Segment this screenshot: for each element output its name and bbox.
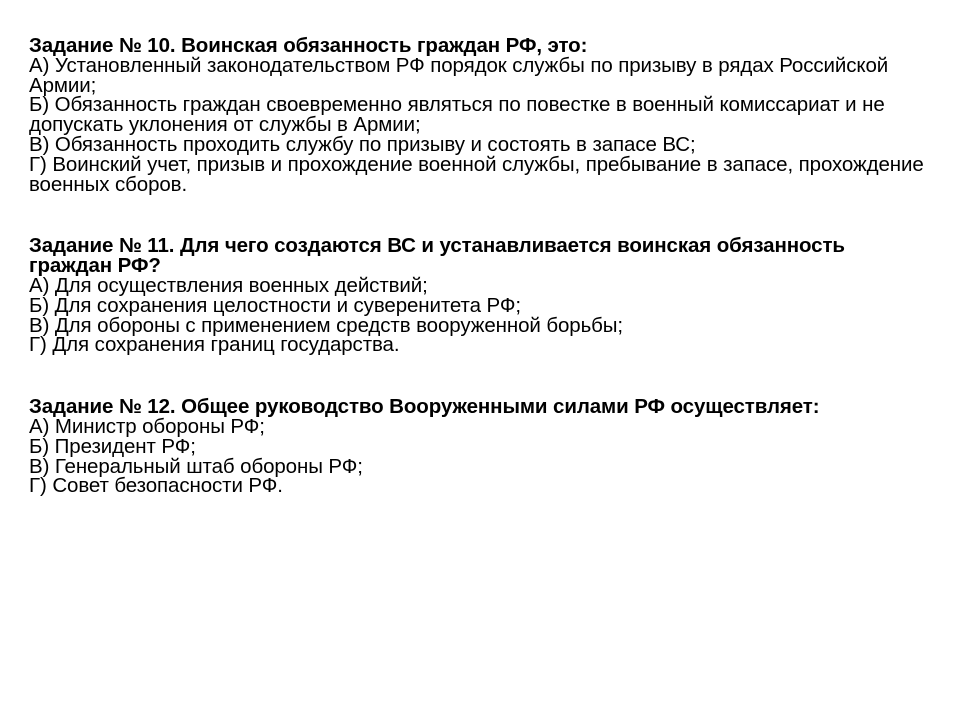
- task-11-option-b: Б) Для сохранения целостности и суверенитета РФ;: [29, 293, 521, 317]
- task-12-option-b: Б) Президент РФ;: [29, 434, 196, 458]
- task-11: [29, 236, 929, 355]
- task-11-title: Задание № 11. Для чего создаются ВС и устанавливается воинская обязанность граждан РФ?: [29, 234, 845, 278]
- task-10-title: Задание № 10. Воинская обязанность граждан РФ, это:: [29, 34, 588, 57]
- task-12-option-a: А) Министр обороны РФ;: [29, 414, 265, 438]
- task-10-option-a: А) Установленный законодательством РФ порядок службы по призыву в рядах Российской Армии;: [29, 53, 889, 97]
- task-11-option-a: А) Для осуществления военных действий;: [29, 273, 428, 297]
- task-12-option-d: Г) Совет безопасности РФ.: [29, 474, 283, 498]
- task-10-option-b: Б) Обязанность граждан своевременно являться по повестке в военный комиссариат и не допускать уклонения от службы в Армии;: [29, 93, 885, 137]
- task-12-title: Задание № 12. Общее руководство Вооруженными силами РФ осуществляет:: [29, 395, 820, 419]
- task-11-option-d: Г) Для сохранения границ государства.: [29, 333, 400, 357]
- task-10-option-c: В) Обязанность проходить службу по призыву и состоять в запасе ВС;: [29, 132, 696, 156]
- task-12-option-c: В) Генеральный штаб обороны РФ;: [29, 454, 363, 478]
- slide-content: [29, 36, 929, 496]
- task-11-option-c: В) Для обороны с применением средств вооруженной борьбы;: [29, 313, 624, 337]
- task-10: [29, 36, 929, 194]
- task-12: [29, 397, 929, 496]
- task-10-option-d: Г) Воинский учет, призыв и прохождение военной службы, пребывание в запасе, прохождение военных сборов.: [29, 152, 924, 196]
